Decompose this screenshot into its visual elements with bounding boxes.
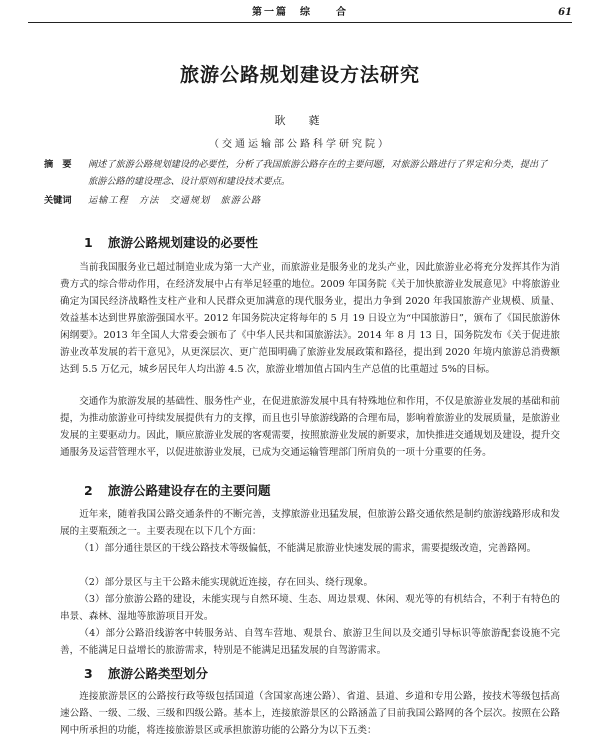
section-heading-1	[84, 233, 258, 251]
page-number: 61	[558, 7, 572, 18]
section-number: 1	[84, 235, 93, 250]
section-number: 3	[84, 666, 93, 681]
paragraph: 当前我国服务业已超过制造业成为第一大产业，而旅游业是服务业的龙头产业，因此旅游业必将充分发挥其作为消费方式的综合带动作用，在经济发展中占有举足轻重的地位。2009 年国务院《关于加快旅游业发展意见》中将旅游业确定为国民经济战略性支柱产业和人民群众更加满意的现代服务业，提出力争到 2020 年我国旅游产业规模、质量、效益基本达到世界旅游强国水平。2012 年国务院决定将每年的 5 月 19 日设立为“中国旅游日”，颁布了《国民旅游休闲纲要》。2013 年全国人大常委会颁布了《中华人民共和国旅游法》。2014 年 8 月 13 日，国务院发布《关于促进旅游业改革发展的若干意见》，从更深层次、更广范围明确了旅游业发展政策和路径，提出到 2020 年境内旅游总消费额达到 5.5 万亿元，城乡居民年人均出游 4.5 次，旅游业增加值占国内生产总值的比重超过 5%的目标。	[60, 262, 560, 375]
author-name: 耿 蕤	[274, 114, 326, 127]
section-heading-2	[84, 481, 271, 499]
section-number: 2	[84, 483, 93, 498]
keywords-label: 关键词	[44, 195, 72, 206]
abstract-label: 摘 要	[44, 159, 72, 170]
paragraph: （4）部分公路沿线游客中转服务站、自驾车营地、观景台、旅游卫生间以及交通引导标识等旅游配套设施不完善，不能满足日益增长的旅游需求，特别是不能满足迅猛发展的自驾游需求。	[60, 628, 560, 656]
paragraph: 近年来，随着我国公路交通条件的不断完善，支撑旅游业迅猛发展，但旅游公路交通依然是制约旅游线路形成和发展的主要瓶颈之一。主要表现在以下几个方面：	[60, 509, 560, 537]
keywords-text: 运输工程 方法 交通规划 旅游公路	[88, 195, 262, 206]
running-header-section: 第一篇 综 合	[252, 7, 348, 18]
paragraph: 交通作为旅游发展的基础性、服务性产业，在促进旅游发展中具有特殊地位和作用，不仅是旅游业发展的基础和前提，为推动旅游业可持续发展提供有力的支撑，而且也引导旅游线路的合理布局，影响着旅游业的发展质量，是旅游业发展的主要驱动力。因此，顺应旅游业发展的客观需要，按照旅游业发展的新要求，加快推进交通规划及建设，提升交通服务及运营管理水平，以促进旅游业发展，已成为交通运输管理部门所肩负的一项十分重要的任务。	[60, 396, 560, 458]
section-title: 旅游公路建设存在的主要问题	[108, 483, 271, 498]
abstract-text: 阐述了旅游公路规划建设的必要性，分析了我国旅游公路存在的主要问题，对旅游公路进行了界定和分类，提出了旅游公路的建设理念、设计原则和建设技术要点。	[88, 159, 548, 187]
keywords-block	[44, 192, 556, 209]
paragraph: 连接旅游景区的公路按行政等级包括国道（含国家高速公路）、省道、县道、乡道和专用公路，按技术等级包括高速公路、一级、二级、三级和四级公路。基本上，连接旅游景区的公路涵盖了目前我国公路网的各个层次。按照在公路网中所承担的功能，将连接旅游景区或承担旅游功能的公路分为以下五类：	[60, 691, 560, 736]
section-title: 旅游公路类型划分	[108, 666, 209, 681]
section-title: 旅游公路规划建设的必要性	[108, 235, 259, 250]
paragraph: （3）部分旅游公路的建设，未能实现与自然环境、生态、周边景观、休闲、观光等的有机结合，不利于有特色的串景、森林、湿地等旅游项目开发。	[60, 594, 560, 622]
paragraph: （1）部分通往景区的干线公路技术等级偏低，不能满足旅游业快速发展的需求，需要提级改造，完善路网。	[79, 543, 537, 554]
abstract-block	[44, 156, 556, 190]
paper-title: 旅游公路规划建设方法研究	[179, 64, 420, 86]
header-rule	[28, 22, 572, 23]
author-affiliation: （交通运输部公路科学研究院）	[209, 139, 391, 150]
section-heading-3	[84, 664, 208, 682]
running-header	[28, 4, 572, 22]
paragraph: （2）部分景区与主干公路未能实现就近连接，存在回头、绕行现象。	[79, 577, 374, 588]
